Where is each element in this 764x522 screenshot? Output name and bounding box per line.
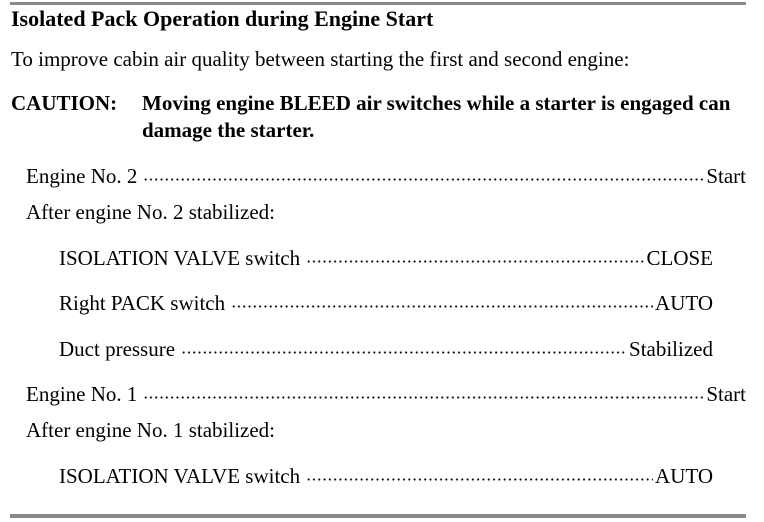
subheading-after-engine-2: After engine No. 2 stabilized: [26,200,276,224]
leader-dots [143,178,704,181]
leader-dots [231,305,653,308]
section-title: Isolated Pack Operation during Engine Start [11,6,434,31]
bottom-rule [10,514,746,518]
step-right-pack-auto [59,289,713,317]
step-action: Stabilized [629,337,713,361]
caution-label: CAUTION: [11,91,118,115]
step-action: AUTO [655,291,713,315]
step-item: Engine No. 1 [26,382,138,406]
step-action: Start [706,382,746,406]
step-item: Right PACK switch [59,291,226,315]
step-engine-1-start [26,380,746,408]
step-item: Engine No. 2 [26,164,138,188]
subheading-after-engine-1: After engine No. 1 stabilized: [26,418,276,442]
intro-text: To improve cabin air quality between starting the first and second engine: [11,47,630,71]
step-action: AUTO [655,464,713,488]
leader-dots [143,396,704,399]
step-duct-pressure [59,335,713,363]
caution-text: Moving engine BLEED air switches while a starter is engaged can damage the starter. [142,91,731,142]
step-isolation-valve-close [59,244,713,272]
step-item: Duct pressure [59,337,176,361]
step-isolation-valve-auto [59,462,713,490]
leader-dots [306,478,653,481]
step-action: Start [706,164,746,188]
leader-dots [306,260,644,263]
step-engine-2-start [26,162,746,190]
step-item: ISOLATION VALVE switch [59,464,301,488]
step-action: CLOSE [646,246,713,270]
step-item: ISOLATION VALVE switch [59,246,301,270]
leader-dots [181,351,627,354]
